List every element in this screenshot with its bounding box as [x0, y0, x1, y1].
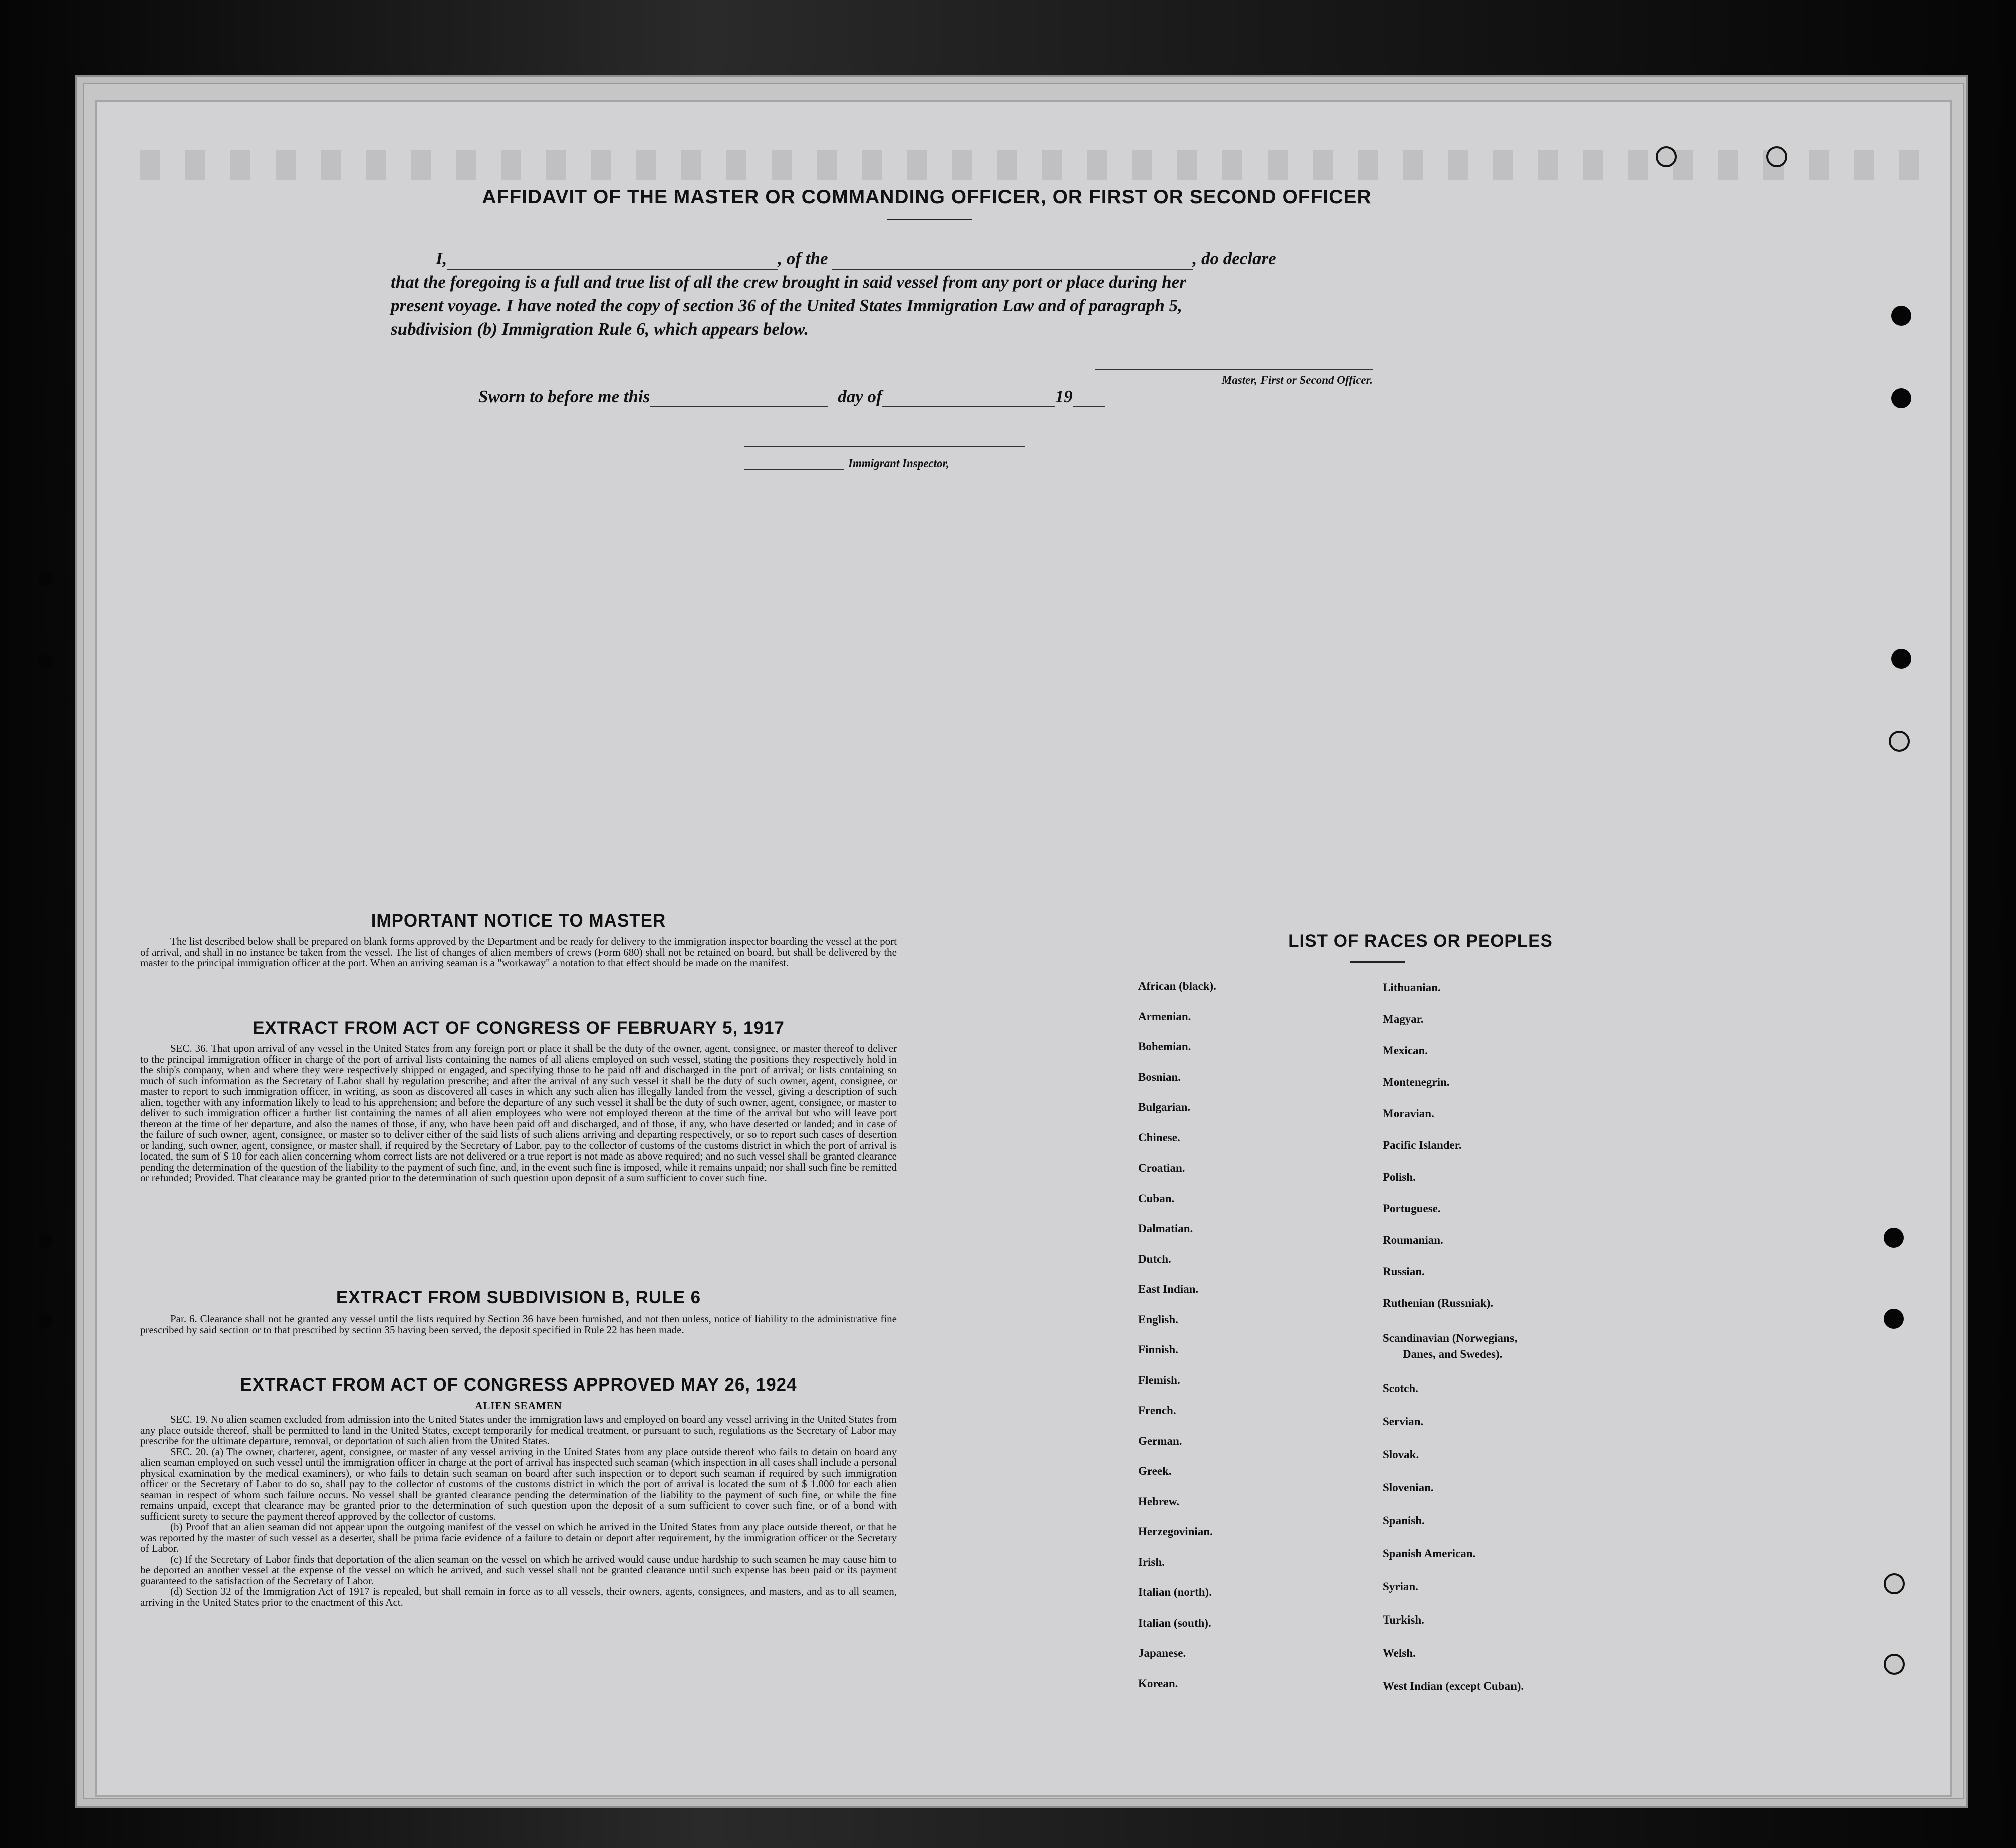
race-item: Hebrew.: [1138, 1495, 1179, 1508]
punch-hole: [1891, 388, 1911, 408]
punch-hole: [1891, 306, 1911, 326]
sworn-year-blank[interactable]: [1073, 391, 1105, 407]
section-20a-paragraph: SEC. 20. (a) The owner, charterer, agent, consignee, or master of any vessel arriving in the United States from any place outside thereof who fails to detain on board any alien seaman employed on such vessel until the immigration officer in charge at the port of arrival has inspected such seaman (which inspection in all cases shall include a personal physical examination by the medical examiners), or who fails to detain such seaman on board after such inspection or to deport such seaman if required by such immigration officer or the Secretary of Labor to do so, shall pay to the collector of customs of the customs district in which the port of arrival is located the sum of $ 1.000 for each alien seaman in respect of whom such failure occurs. No vessel shall be granted clearance pending the determination of the liability to the payment of such fine, or while the fine remains unpaid, except that clearance may be granted prior to the determination of such question upon the deposit of a sum sufficient to cover such fine, or of a bond with sufficient surety to secure the payment thereof approved by the collector of customs.: [140, 1445, 897, 1522]
race-item: Spanish.: [1383, 1514, 1425, 1527]
race-item: Turkish.: [1383, 1613, 1424, 1626]
sworn-month-blank[interactable]: [882, 391, 1055, 407]
punch-hole: [1656, 146, 1677, 167]
race-item: Bosnian.: [1138, 1071, 1181, 1083]
race-item: Cuban.: [1138, 1192, 1175, 1205]
race-item: West Indian (except Cuban).: [1383, 1680, 1524, 1692]
master-name-blank[interactable]: [447, 254, 778, 270]
inspector-caption-row: [744, 457, 949, 470]
notice-title: IMPORTANT NOTICE TO MASTER: [371, 911, 666, 931]
race-item: Spanish American.: [1383, 1547, 1476, 1560]
race-item: Servian.: [1383, 1415, 1424, 1428]
race-item: Korean.: [1138, 1677, 1178, 1690]
punch-hole: [1766, 146, 1787, 167]
extract-1924-body: [140, 1414, 897, 1608]
races-title-underline: [1350, 961, 1405, 963]
affidavit-of-the: , of the: [778, 249, 828, 268]
extract-1924-title: EXTRACT FROM ACT OF CONGRESS APPROVED MAY 26, 1924: [240, 1375, 797, 1395]
affidavit-line-4: subdivision (b) Immigration Rule 6, which appears below.: [391, 319, 809, 339]
race-item: Montenegrin.: [1383, 1076, 1450, 1088]
sworn-day-blank[interactable]: [650, 391, 828, 407]
race-item: Herzegovinian.: [1138, 1525, 1213, 1538]
section-36-paragraph: SEC. 36. That upon arrival of any vessel in the United States from any foreign port or place it shall be the duty of the owner, agent, consignee, or master thereof to deliver to the principal immigration officer in charge of the port of arrival lists containing the names of all aliens employed on such vessel, stating the positions they respectively hold in the ship's company, when and where they were respectively shipped or engaged, and specifying those to be paid off and discharged in the port of arrival; or lists containing so much of such information as the Secretary of Labor shall by regulation prescribe; and after the arrival of any such vessel it shall be the duty of such owner, agent, consignee, or master to report to such immigration officer, in writing, as soon as discovered all cases in which any such alien has illegally landed from the vessel, giving a description of such alien, together with any information likely to lead to his apprehension; and before the departure of any such vessel it shall be the duty of such owner, agent, consignee, or master to deliver to such immigration officer a further list containing the names of all alien employees who were not employed thereon at the time of the arrival but who will leave port thereon at the time of her departure, and also the names of those, if any, who have been paid off and discharged, and of those, if any, who have deserted or landed; and in case of the failure of such owner, agent, consignee, or master so to deliver either of the said lists of such aliens arriving and departing respectively, or so to report such cases of desertion or landing, such owner, agent, consignee, or master shall, if required by the Secretary of Labor, pay to the collector of customs of the customs district in which the port of arrival is located, the sum of $ 10 for each alien concerning whom correct lists are not delivered or a true report is not made as above required; and no such vessel shall be granted clearance pending the determination of the question of the liability to the payment of such fine, and, in the event such fine is imposed, while it remains unpaid; nor shall such fine be remitted or refunded; Provided. That clearance may be granted prior to the determination of such question upon deposit of a sum sufficient to cover such fine.: [140, 1042, 897, 1184]
punch-hole: [1884, 1654, 1905, 1675]
race-item: Croatian.: [1138, 1162, 1185, 1174]
section-20b-paragraph: (b) Proof that an alien seaman did not appear upon the outgoing manifest of the vessel on which he arrived in the United States from any place outside thereof, or that he was reported by the master of such vessel as a deserter, shall be prima facie evidence of a failure to detain or deport after requirement, by the immigration officer or the Secretary of Labor.: [140, 1521, 897, 1554]
affidavit-line-1: [391, 247, 1380, 270]
section-19-paragraph: SEC. 19. No alien seamen excluded from admission into the United States under the immigration laws and employed on board any vessel arriving in the United States from any place outside thereof, shall be permitted to land in the United States, except temporarily for medical treatment, or pursuant to such, regulations as the Secretary of Labor may prescribe for the ultimate departure, removal, or deportation of such alien from the United States.: [140, 1413, 897, 1447]
rule-6-title: EXTRACT FROM SUBDIVISION B, RULE 6: [336, 1288, 701, 1307]
signature-line[interactable]: [1095, 369, 1373, 370]
race-item: Dalmatian.: [1138, 1222, 1193, 1235]
rule-6-body: [140, 1314, 897, 1335]
race-item: Lithuanian.: [1383, 981, 1441, 994]
race-item: Scandinavian (Norwegians,: [1383, 1332, 1518, 1344]
race-item: Moravian.: [1383, 1107, 1434, 1120]
punch-hole: [38, 654, 53, 669]
race-item: English.: [1138, 1313, 1178, 1326]
punch-hole: [1884, 1309, 1904, 1329]
notice-body: [140, 936, 897, 969]
section-20c-paragraph: (c) If the Secretary of Labor finds that deportation of the alien seaman on the vessel on which he arrived would cause undue hardship to such seamen he may cause him to be deported an another vessel at the expense of the vessel on which he arrived, and such vessel shall not be granted clearance until such expense has been paid or its payment guaranteed to the satisfaction of the Secretary of Labor.: [140, 1553, 897, 1587]
race-item: Slovak.: [1383, 1448, 1419, 1461]
punch-hole: [38, 571, 53, 586]
race-item: Greek.: [1138, 1465, 1172, 1477]
affidavit-line-3: present voyage. I have noted the copy of section 36 of the United States Immigration Law and of paragraph 5,: [391, 296, 1182, 315]
race-item: Ruthenian (Russniak).: [1383, 1297, 1494, 1309]
race-item: Scotch.: [1383, 1382, 1418, 1395]
race-item: Chinese.: [1138, 1131, 1180, 1144]
race-item: Bulgarian.: [1138, 1101, 1191, 1113]
race-item: Magyar.: [1383, 1013, 1424, 1025]
inspector-signature-line[interactable]: [744, 446, 1025, 447]
race-item: Irish.: [1138, 1556, 1165, 1568]
vessel-name-blank[interactable]: [832, 254, 1193, 270]
race-item: Slovenian.: [1383, 1481, 1434, 1494]
inspector-caption: Immigrant Inspector,: [848, 457, 949, 470]
race-item: Dutch.: [1138, 1253, 1171, 1265]
affidavit-i: I,: [436, 249, 447, 268]
race-item: Italian (south).: [1138, 1616, 1211, 1629]
rule-6-paragraph: Par. 6. Clearance shall not be granted any vessel until the lists required by Section 36 have been furnished, and not then unless, notice of liability to the administrative fine prescribed by said section or to that prescribed by section 35 having been served, the deposit specified in Rule 22 has been made.: [140, 1313, 897, 1336]
race-item: Syrian.: [1383, 1580, 1418, 1593]
race-item: Welsh.: [1383, 1647, 1416, 1659]
punch-hole: [1884, 1228, 1904, 1248]
race-item: Finnish.: [1138, 1343, 1178, 1356]
extract-1924-subtitle: ALIEN SEAMEN: [475, 1400, 562, 1412]
affidavit-declare: , do declare: [1192, 249, 1276, 268]
extract-1917-body: [140, 1043, 897, 1184]
section-20d-paragraph: (d) Section 32 of the Immigration Act of 1917 is repealed, but shall remain in force as to all vessels, their owners, agents, consignees, and masters, and as to all seamen, arriving in the United States prior to the enactment of this Act.: [140, 1585, 897, 1608]
race-item: French.: [1138, 1404, 1176, 1417]
race-item: Japanese.: [1138, 1647, 1186, 1659]
race-item: Polish.: [1383, 1171, 1416, 1183]
inspector-name-blank[interactable]: [744, 468, 844, 470]
race-item: East Indian.: [1138, 1283, 1199, 1295]
punch-hole: [38, 1233, 53, 1248]
race-item: Mexican.: [1383, 1044, 1428, 1057]
punch-hole: [1884, 1573, 1905, 1594]
race-item: Portuguese.: [1383, 1202, 1441, 1215]
punch-hole: [38, 1313, 53, 1328]
race-item: Flemish.: [1138, 1374, 1180, 1387]
signature-caption: Master, First or Second Officer.: [1221, 374, 1373, 386]
race-item: Roumanian.: [1383, 1234, 1443, 1246]
punch-hole: [1889, 731, 1910, 752]
race-item: Pacific Islander.: [1383, 1139, 1462, 1151]
races-title: LIST OF RACES OR PEOPLES: [1288, 931, 1553, 951]
punch-hole: [1891, 649, 1911, 669]
race-item: Russian.: [1383, 1265, 1425, 1278]
sworn-line: [478, 387, 1105, 407]
extract-1917-title: EXTRACT FROM ACT OF CONGRESS OF FEBRUARY 5, 1917: [253, 1018, 785, 1038]
race-item: Armenian.: [1138, 1010, 1191, 1023]
race-item: Danes, and Swedes).: [1403, 1348, 1503, 1360]
affidavit-body: [391, 247, 1380, 341]
notice-paragraph: The list described below shall be prepared on blank forms approved by the Department and be ready for delivery to the immigration inspector boarding the vessel at the port of arrival, and shall in no instance be taken from the vessel. The list of changes of alien members of crews (Form 680) shall not be retained on board, but shall be delivered by the master to the principal immigration officer at the port. When an arriving seaman is a "workaway" a notation to that effect should be made on the manifest.: [140, 935, 897, 969]
race-item: Bohemian.: [1138, 1040, 1191, 1053]
affidavit-title: AFFIDAVIT OF THE MASTER OR COMMANDING OFFICER, OR FIRST OR SECOND OFFICER: [482, 186, 1372, 208]
sworn-prefix: Sworn to before me this: [478, 387, 650, 406]
title-underline: [887, 219, 972, 220]
affidavit-line-2: that the foregoing is a full and true list of all the crew brought in said vessel from any port or place during her: [391, 272, 1186, 292]
race-item: German.: [1138, 1435, 1182, 1447]
race-item: Italian (north).: [1138, 1586, 1212, 1598]
sworn-year: 19: [1055, 387, 1073, 406]
sworn-day-of: day of: [838, 387, 882, 406]
race-item: African (black).: [1138, 980, 1216, 992]
